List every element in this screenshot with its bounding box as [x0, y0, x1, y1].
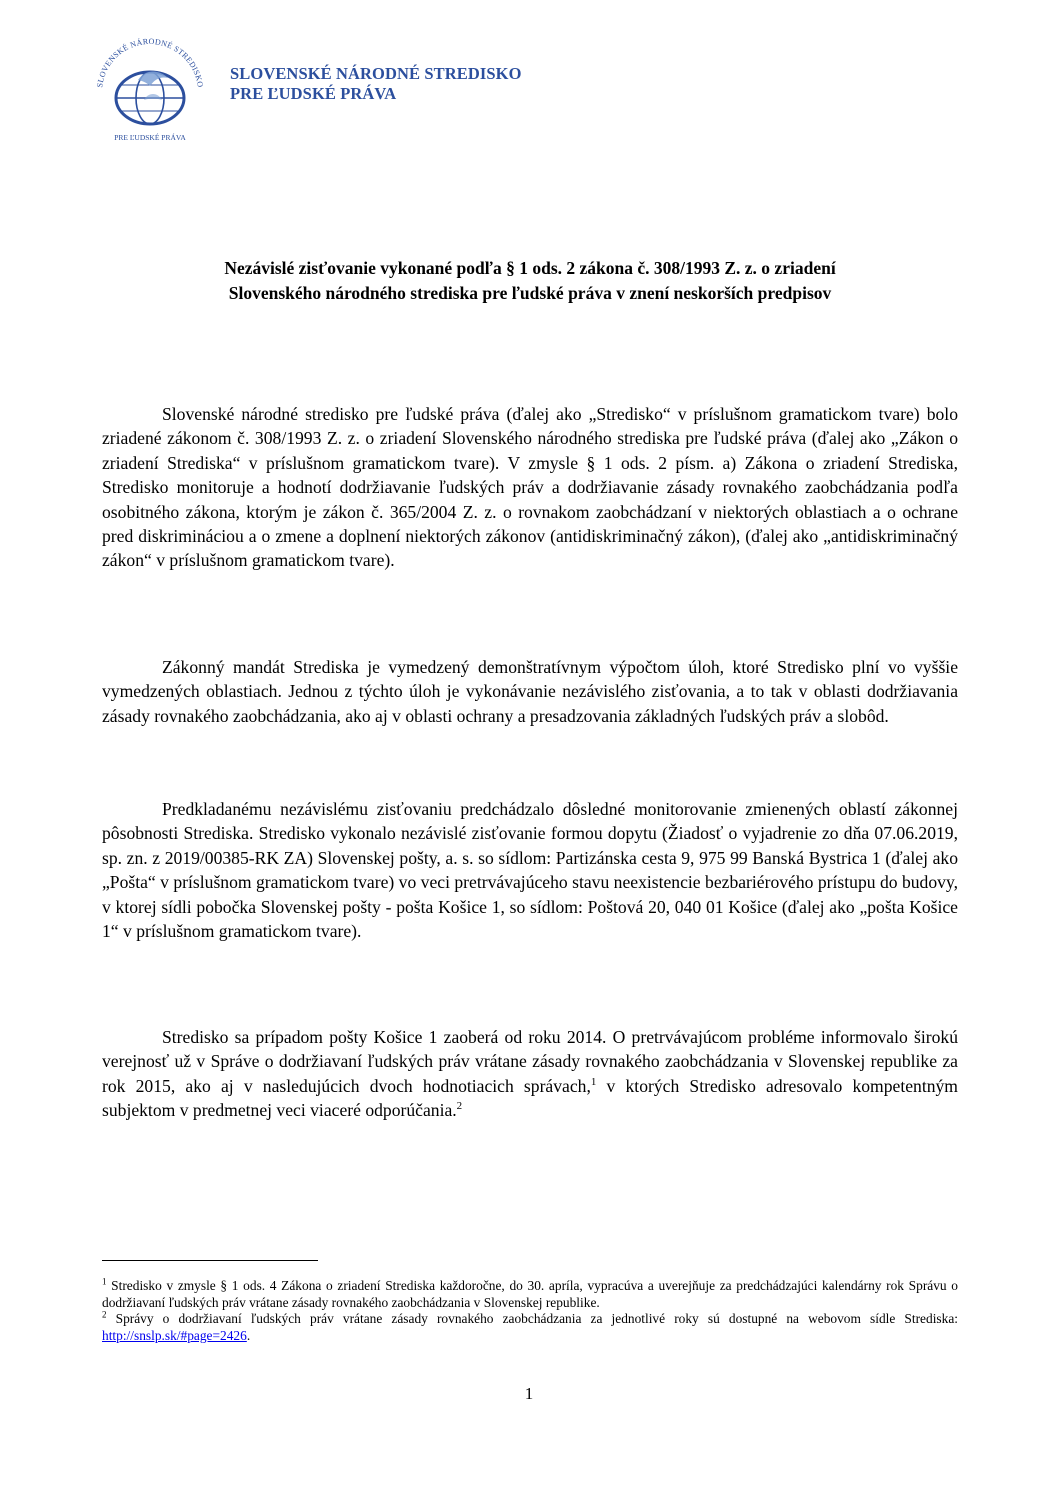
organization-name-line2: PRE ĽUDSKÉ PRÁVA — [230, 84, 397, 103]
footnote-ref-1[interactable]: 1 — [590, 1075, 597, 1088]
title-line2: Slovenského národného strediska pre ľudské práva v znení neskorších predpisov — [228, 283, 832, 303]
footnote-1-number: 1 — [102, 1276, 107, 1287]
paragraph-4 — [102, 1025, 958, 1123]
title-line1: Nezávislé zisťovanie vykonané podľa § 1 ods. 2 zákona č. 308/1993 Z. z. o zriadení — [224, 258, 836, 278]
footnote-2-number: 2 — [102, 1309, 107, 1320]
organization-logo — [88, 30, 212, 154]
footnotes — [102, 1278, 958, 1344]
paragraph-4-part-a: Stredisko sa prípadom pošty Košice 1 zaoberá od roku 2014. O pretrvávajúcom probléme informovalo širokú verejnosť už v Správe o dodržiavaní ľudských práv vrátane zásady rovnakého zaobchádzania v Slovenskej republike za rok 2015, ako aj v nasledujúcich dvoch hodnotiacich správach, — [102, 1027, 958, 1096]
footnote-ref-2[interactable]: 2 — [456, 1100, 463, 1113]
footnote-separator — [102, 1260, 318, 1261]
footnote-2-link[interactable]: http://snslp.sk/#page=2426 — [102, 1327, 247, 1343]
footnote-2 — [102, 1311, 958, 1344]
document-title — [100, 256, 960, 306]
organization-name-line1: SLOVENSKÉ NÁRODNÉ STREDISKO — [230, 64, 522, 83]
footnote-1-text: Stredisko v zmysle § 1 ods. 4 Zákona o zriadení Strediska každoročne, do 30. apríla, vypracúva a uverejňuje za predchádzajúci kalendárny rok Správu o dodržiavaní ľudských práv vrátane zásady rovnakého zaobchádzania v Slovenskej republike. — [102, 1278, 958, 1310]
footnote-1 — [102, 1278, 958, 1311]
logo-ring-top-text: SLOVENSKÉ NÁRODNÉ STREDISKO — [95, 36, 205, 89]
paragraph-1: Slovenské národné stredisko pre ľudské práva (ďalej ako „Stredisko“ v príslušnom gramatickom tvare) bolo zriadené zákonom č. 308/1993 Z. z. o zriadení Slovenského národného strediska pre ľudské práva (ďalej ako „Zákon o zriadení Strediska“ v príslušnom gramatickom tvare). V zmysle § 1 ods. 2 písm. a) Zákona o zriadení Strediska, Stredisko monitoruje a hodnotí dodržiavanie ľudských práv a dodržiavanie zásady rovnakého zaobchádzania podľa osobitného zákona, ktorým je zákon č. 365/2004 Z. z. o rovnakom zaobchádzaní v niektorých oblastiach a o ochrane pred diskrimináciou a o zmene a doplnení niektorých zákonov (antidiskriminačný zákon), (ďalej ako „antidiskriminačný zákon“ v príslušnom gramatickom tvare). — [102, 404, 958, 571]
logo-bottom-text: PRE ĽUDSKÉ PRÁVA — [114, 133, 186, 142]
paragraph-2: Zákonný mandát Strediska je vymedzený demonštratívnym výpočtom úloh, ktoré Stredisko plní vo vyššie vymedzených oblastiach. Jednou z týchto úloh je vykonávanie nezávislého zisťovania, a to tak v oblasti dodržiavania zásady rovnakého zaobchádzania, ako aj v oblasti ochrany a presadzovania základných ľudských práv a slobôd. — [102, 657, 958, 726]
organization-name — [230, 64, 522, 104]
paragraph-3: Predkladanému nezávislému zisťovaniu predchádzalo dôsledné monitorovanie zmienených oblastí zákonnej pôsobnosti Strediska. Stredisko vykonalo nezávislé zisťovanie formou dopytu (Žiadosť o vyjadrenie zo dňa 07.06.2019, sp. zn. z 2019/00385-RK ZA) Slovenskej pošty, a. s. so sídlom: Partizánska cesta 9, 975 99 Banská Bystrica 1 (ďalej ako „Pošta“ v príslušnom gramatickom tvare) vo veci pretrvávajúceho stavu neexistencie bezbariérového prístupu do budovy, v ktorej sídli pobočka Slovenskej pošty - pošta Košice 1, so sídlom: Poštová 20, 040 01 Košice (ďalej ako „pošta Košice 1“ v príslušnom gramatickom tvare). — [102, 799, 958, 942]
page-number: 1 — [524, 1384, 534, 1403]
paragraph-4-part-b: v ktorých Stredisko adresovalo kompetentným subjektom v predmetnej veci viaceré odporúčania. — [102, 1075, 958, 1121]
footnote-2-text: Správy o dodržiavaní ľudských práv vrátane zásady rovnakého zaobchádzania za jednotlivé roky sú dostupné na webovom sídle Strediska: — [106, 1311, 958, 1326]
footnote-2-end: . — [246, 1327, 251, 1343]
